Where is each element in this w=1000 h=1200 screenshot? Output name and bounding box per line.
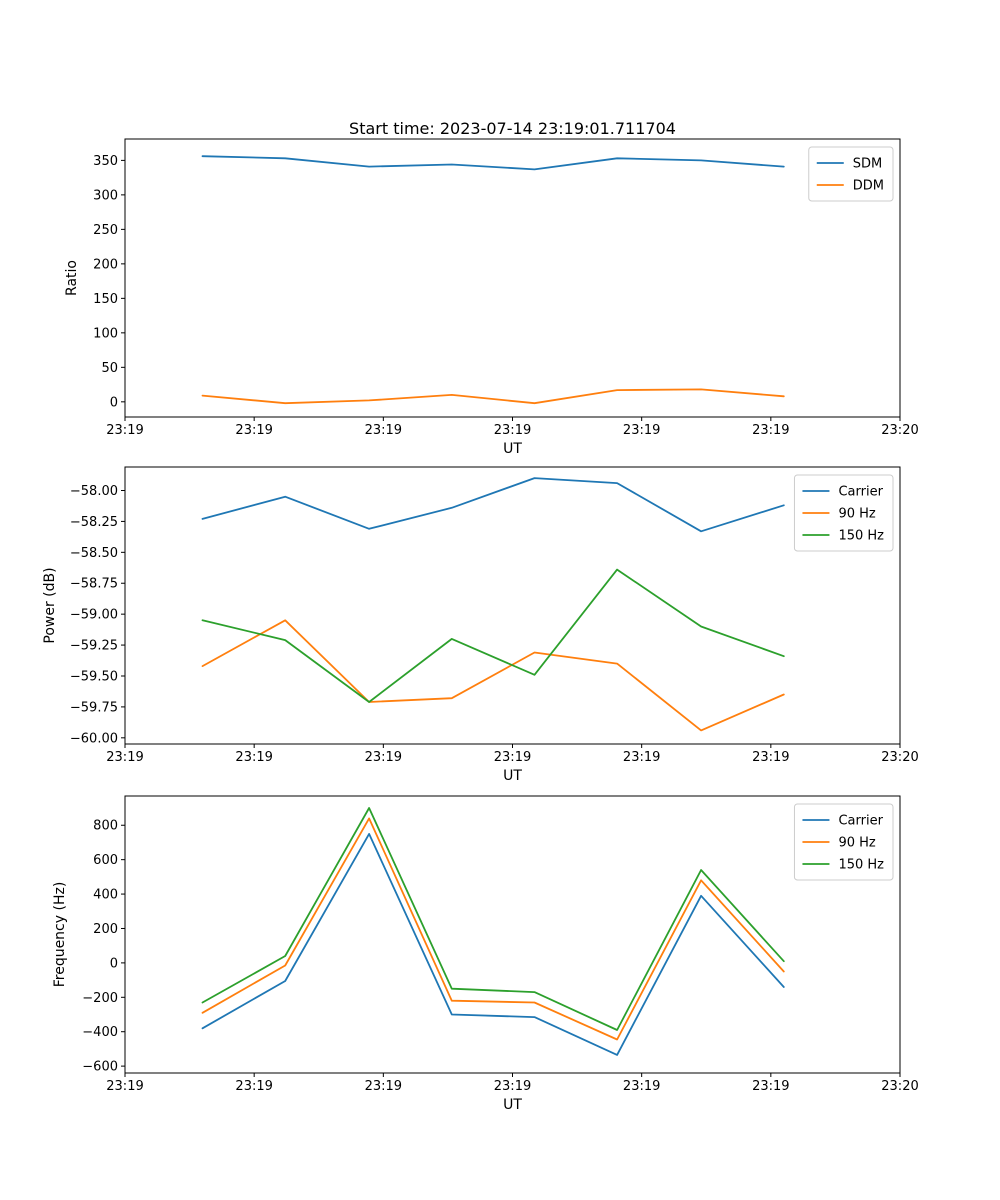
- y-tick-label: 0: [109, 956, 118, 972]
- legend: [794, 475, 893, 551]
- x-tick-label: 23:20: [881, 750, 919, 765]
- x-tick-label: 23:19: [752, 423, 790, 438]
- y-tick-label: 250: [93, 222, 118, 238]
- legend-label: Carrier: [838, 813, 883, 829]
- y-tick-label: 150: [93, 291, 118, 307]
- y-tick-label: −400: [82, 1025, 118, 1041]
- subplot-frequency: [52, 796, 919, 1113]
- y-tick-label: 600: [93, 853, 118, 869]
- x-tick-label: 23:19: [364, 423, 403, 438]
- x-tick-label: 23:19: [364, 750, 403, 765]
- legend-label: DDM: [852, 178, 885, 194]
- series-line-90-hz: [203, 620, 784, 730]
- y-axis-label: Power (dB): [42, 567, 58, 644]
- y-axis-label: Frequency (Hz): [52, 881, 68, 988]
- y-tick-label: 100: [93, 326, 118, 342]
- legend-label: 150 Hz: [838, 857, 885, 873]
- x-tick-label: 23:19: [235, 750, 273, 765]
- y-tick-label: −200: [82, 990, 118, 1006]
- y-tick-label: −58.75: [69, 576, 118, 592]
- x-tick-label: 23:19: [622, 750, 661, 765]
- x-tick-label: 23:19: [235, 423, 273, 438]
- series-line-150-hz: [203, 570, 784, 702]
- y-tick-label: −58.50: [69, 545, 118, 561]
- x-axis-label: UT: [503, 768, 522, 784]
- y-tick-label: −59.50: [69, 669, 118, 685]
- x-tick-label: 23:19: [622, 423, 661, 438]
- x-tick-label: 23:20: [881, 423, 919, 438]
- series-line-ddm: [203, 389, 784, 403]
- legend: [794, 804, 893, 880]
- series-line-carrier: [203, 834, 784, 1055]
- y-tick-label: 300: [93, 188, 118, 204]
- x-axis-label: UT: [503, 441, 522, 457]
- axes-spines: [125, 139, 900, 417]
- axes-spines: [125, 796, 900, 1073]
- x-tick-label: 23:19: [493, 750, 532, 765]
- x-tick-label: 23:19: [752, 750, 790, 765]
- y-tick-label: 350: [93, 153, 118, 169]
- figure-title: Start time: 2023-07-14 23:19:01.711704: [349, 119, 676, 138]
- x-tick-label: 23:19: [364, 1079, 403, 1094]
- y-axis-label: Ratio: [64, 260, 80, 296]
- legend-label: 90 Hz: [838, 835, 876, 851]
- x-tick-label: 23:20: [881, 1079, 919, 1094]
- legend-label: 150 Hz: [838, 528, 885, 544]
- series-line-90-hz: [203, 818, 784, 1039]
- y-tick-label: 50: [101, 360, 118, 376]
- subplot-power: [42, 467, 919, 784]
- legend-label: 90 Hz: [838, 506, 876, 522]
- legend-label: SDM: [852, 156, 883, 172]
- x-tick-label: 23:19: [106, 750, 144, 765]
- legend: [809, 147, 893, 201]
- y-tick-label: −59.25: [69, 638, 118, 654]
- y-tick-label: −600: [82, 1059, 118, 1075]
- legend-label: Carrier: [838, 484, 883, 500]
- y-tick-label: 0: [109, 395, 118, 411]
- x-tick-label: 23:19: [622, 1079, 661, 1094]
- y-tick-label: −59.00: [69, 607, 118, 623]
- y-tick-label: 800: [93, 818, 118, 834]
- y-tick-label: −60.00: [69, 731, 118, 747]
- x-tick-label: 23:19: [235, 1079, 273, 1094]
- y-tick-label: −58.00: [69, 483, 118, 499]
- series-line-150-hz: [203, 808, 784, 1030]
- x-tick-label: 23:19: [106, 1079, 144, 1094]
- y-tick-label: 200: [93, 921, 118, 937]
- x-tick-label: 23:19: [106, 423, 144, 438]
- series-line-sdm: [203, 156, 784, 169]
- y-tick-label: −58.25: [69, 514, 118, 530]
- x-tick-label: 23:19: [493, 1079, 532, 1094]
- x-tick-label: 23:19: [752, 1079, 790, 1094]
- series-line-carrier: [203, 478, 784, 531]
- y-tick-label: 400: [93, 887, 118, 903]
- y-tick-label: −59.75: [69, 700, 118, 716]
- subplot-ratio: [64, 139, 919, 457]
- x-axis-label: UT: [503, 1097, 522, 1113]
- y-tick-label: 200: [93, 257, 118, 273]
- x-tick-label: 23:19: [493, 423, 532, 438]
